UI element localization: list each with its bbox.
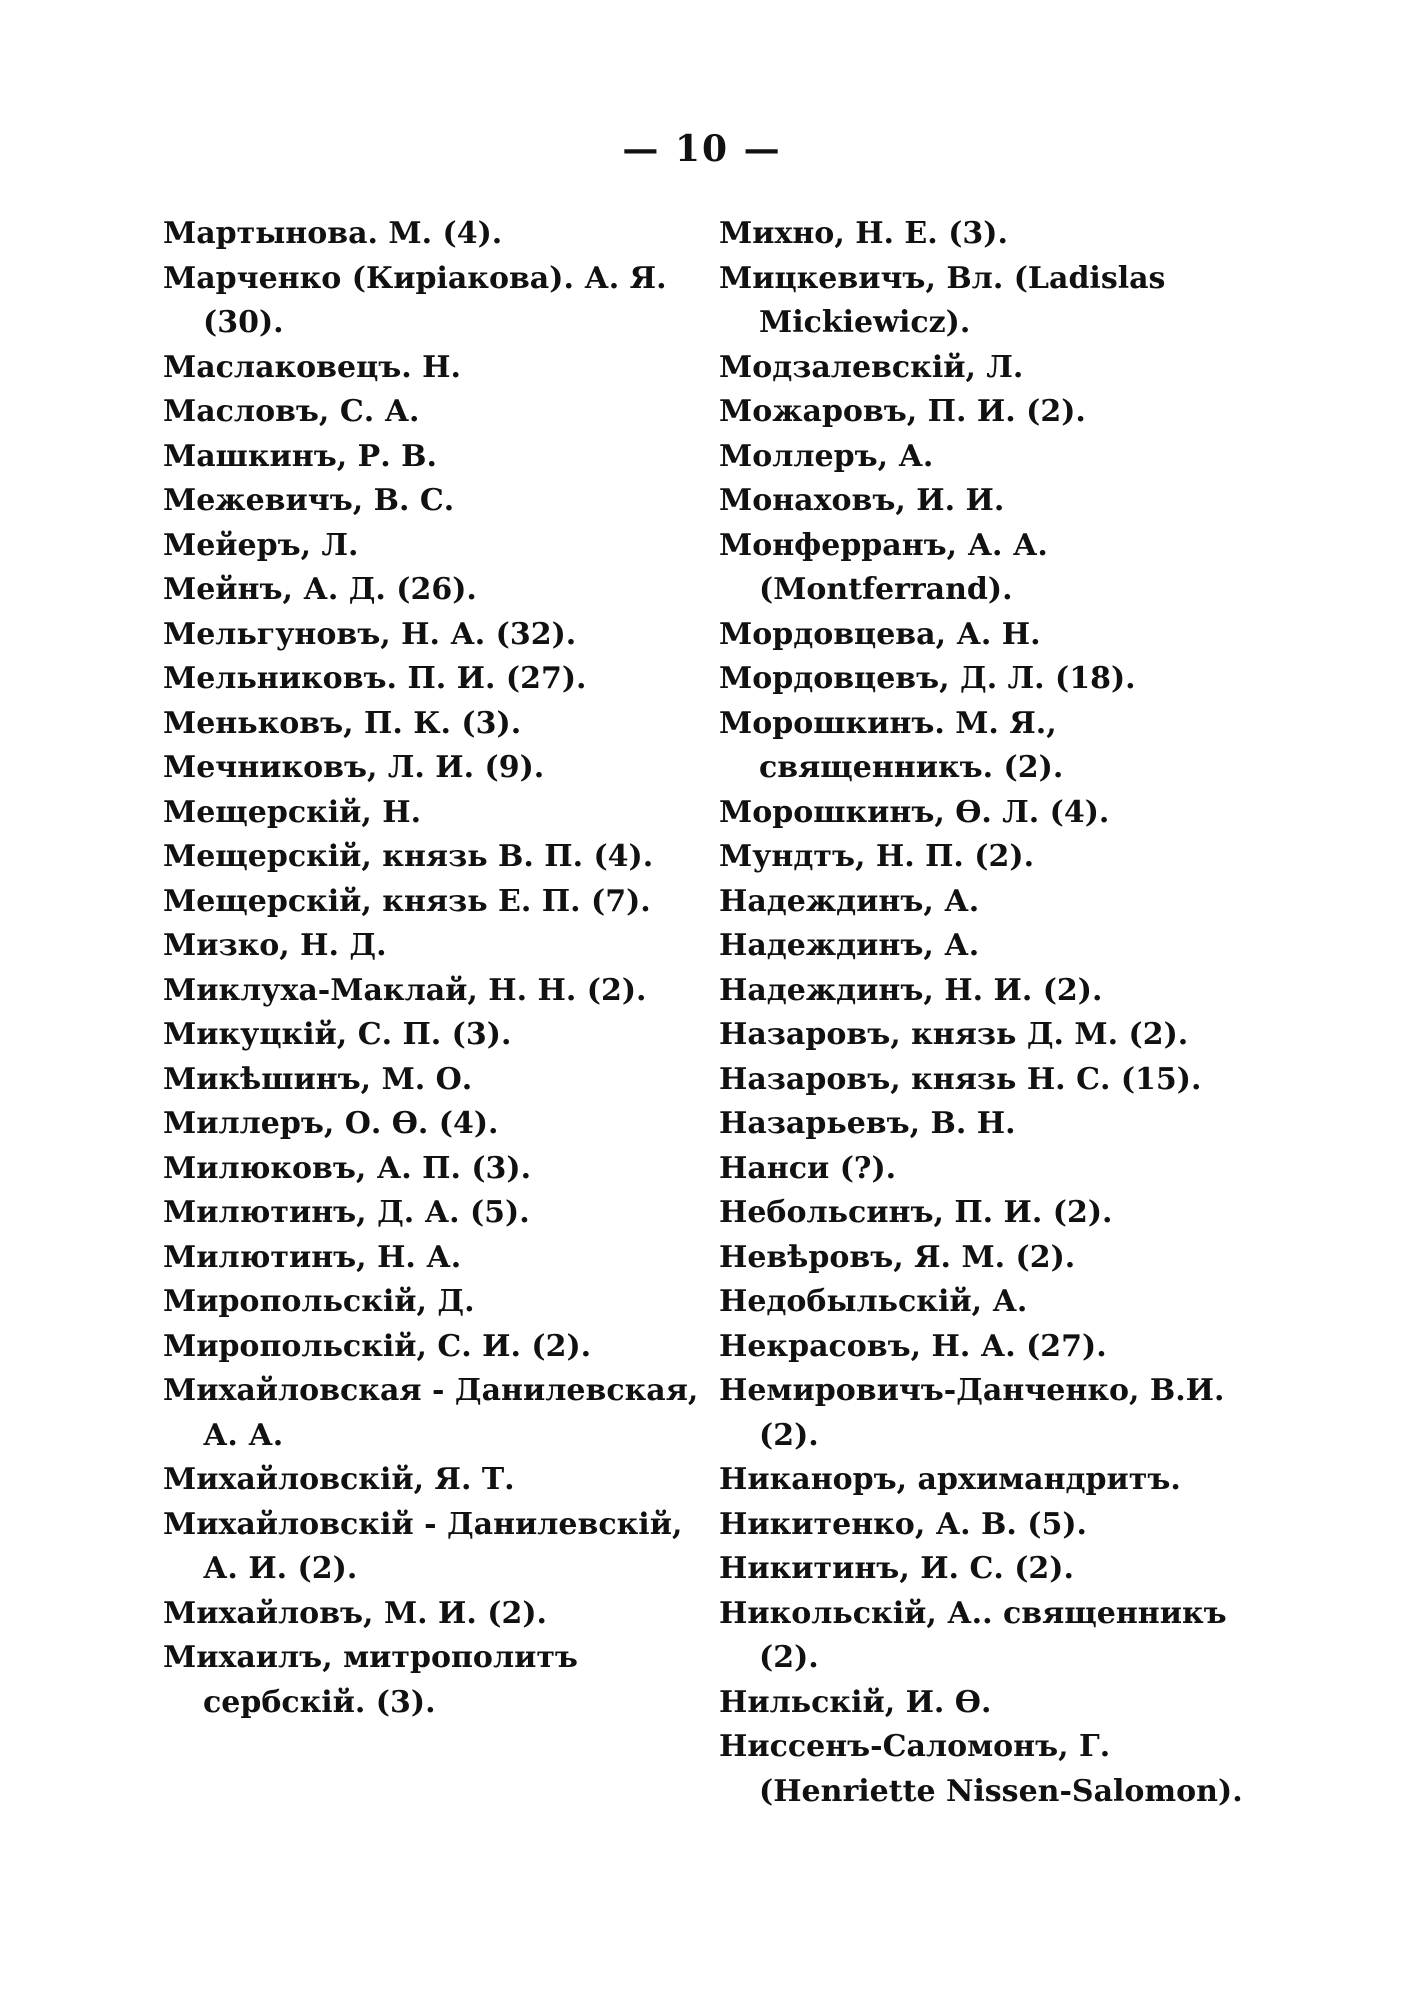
- index-entry: Миллеръ, О. Ѳ. (4).: [163, 1106, 499, 1141]
- index-entry: Михаилъ, митрополитъ сербскій. (3).: [163, 1640, 578, 1720]
- index-entry: Меньковъ, П. К. (3).: [163, 705, 522, 741]
- index-entry: Мещерскій, князь В. П. (4).: [163, 839, 654, 874]
- index-entry: Немировичъ-Данченко, В.И.(2).: [719, 1373, 1225, 1453]
- index-entry: Назаровъ, князь Д. М. (2).: [719, 1017, 1189, 1052]
- index-entry: Миропольскій, С. И. (2).: [163, 1328, 592, 1364]
- index-entry: Никольскій, А.. священникъ (2).: [719, 1595, 1227, 1675]
- index-entry: Мейнъ, А. Д. (26).: [163, 572, 477, 607]
- index-entry: Мундтъ, Н. П. (2).: [719, 839, 1035, 874]
- index-entry: Милютинъ, Д. А. (5).: [163, 1195, 530, 1230]
- index-entry: Надеждинъ, Н. И. (2).: [719, 972, 1103, 1008]
- index-entry: Невѣровъ, Я. М. (2).: [719, 1239, 1076, 1275]
- index-entry: Надеждинъ, А.: [719, 883, 980, 919]
- index-entry: Мещерскій, князь Е. П. (7).: [163, 883, 651, 919]
- index-entry: Микѣшинъ, М. О.: [163, 1061, 473, 1097]
- index-entry: Монферранъ, А. А. (Montferrand).: [719, 527, 1048, 607]
- index-entry: Михайловскій, Я. Т.: [163, 1462, 515, 1497]
- index-entry: Милюковъ, А. П. (3).: [163, 1150, 532, 1186]
- index-entry: Мещерскій, Н.: [163, 794, 422, 830]
- index-entry: Маслаковецъ. Н.: [163, 349, 461, 385]
- index-entry: Миропольскій, Д.: [163, 1284, 475, 1319]
- index-entry: Никаноръ, архимандритъ.: [719, 1462, 1181, 1497]
- index-entry: Михайловская - Данилевская, А. А.: [163, 1373, 699, 1453]
- index-entry: Мельгуновъ, Н. А. (32).: [163, 616, 577, 652]
- index-entry: Небольсинъ, П. И. (2).: [719, 1195, 1113, 1230]
- index-entry: Мечниковъ, Л. И. (9).: [163, 750, 545, 785]
- index-entry: Милютинъ, Н. А.: [163, 1239, 462, 1275]
- index-entry: Михно, Н. Е. (3).: [719, 216, 1008, 251]
- index-entry: Мизко, Н. Д.: [163, 928, 387, 963]
- index-entry: Никитинъ, И. С. (2).: [719, 1551, 1074, 1586]
- index-entry: Михайловскій - Данилевскій, А. И. (2).: [163, 1506, 683, 1586]
- index-entry: Назаровъ, князь Н. С. (15).: [719, 1061, 1202, 1097]
- index-entry: Мейеръ, Л.: [163, 527, 359, 563]
- index-entry: Назарьевъ, В. Н.: [719, 1106, 1016, 1141]
- index-entry: Машкинъ, Р. В.: [163, 438, 437, 474]
- index-entry: Можаровъ, П. И. (2).: [719, 394, 1086, 429]
- index-entry: Мордовцевъ, Д. Л. (18).: [719, 661, 1136, 696]
- index-entry: Мордовцева, А. Н.: [719, 616, 1041, 652]
- index-entry: Масловъ, С. А.: [163, 394, 420, 429]
- index-entry: Морошкинъ. М. Я., священникъ. (2).: [719, 705, 1064, 785]
- index-entry: Недобыльскій, А.: [719, 1284, 1028, 1319]
- page-number: — 10 —: [622, 128, 782, 170]
- index-entry: Михайловъ, М. И. (2).: [163, 1595, 547, 1631]
- index-entry: Модзалевскій, Л.: [719, 349, 1024, 385]
- index-entry: Ниссенъ-Саломонъ, Г. (Henriette Nissen-Salomon).: [719, 1729, 1243, 1809]
- index-entry: Межевичъ, В. С.: [163, 483, 455, 518]
- index-entry: Мицкевичъ, Вл. (Ladislas Mickiewicz).: [719, 260, 1166, 340]
- index-entry: Нильскій, И. Ѳ.: [719, 1684, 992, 1720]
- index-entry: Марченко (Киріакова). А. Я. (30).: [163, 260, 667, 340]
- index-entry: Мартынова. М. (4).: [163, 216, 503, 251]
- right-column-index: [719, 212, 1259, 1814]
- index-entry: Надеждинъ, А.: [719, 928, 980, 963]
- index-entry: Микуцкій, С. П. (3).: [163, 1017, 512, 1052]
- index-entry: Монаховъ, И. И.: [719, 483, 1005, 518]
- index-entry: Морошкинъ, Ѳ. Л. (4).: [719, 794, 1110, 830]
- index-entry: Моллеръ, А.: [719, 438, 934, 474]
- index-entry: Мельниковъ. П. И. (27).: [163, 661, 587, 696]
- index-entry: Нанси (?).: [719, 1150, 897, 1186]
- left-column-index: [163, 212, 703, 1725]
- index-entry: Миклуха-Маклай, Н. Н. (2).: [163, 972, 647, 1008]
- index-entry: Никитенко, А. В. (5).: [719, 1506, 1087, 1542]
- index-entry: Некрасовъ, Н. А. (27).: [719, 1328, 1107, 1364]
